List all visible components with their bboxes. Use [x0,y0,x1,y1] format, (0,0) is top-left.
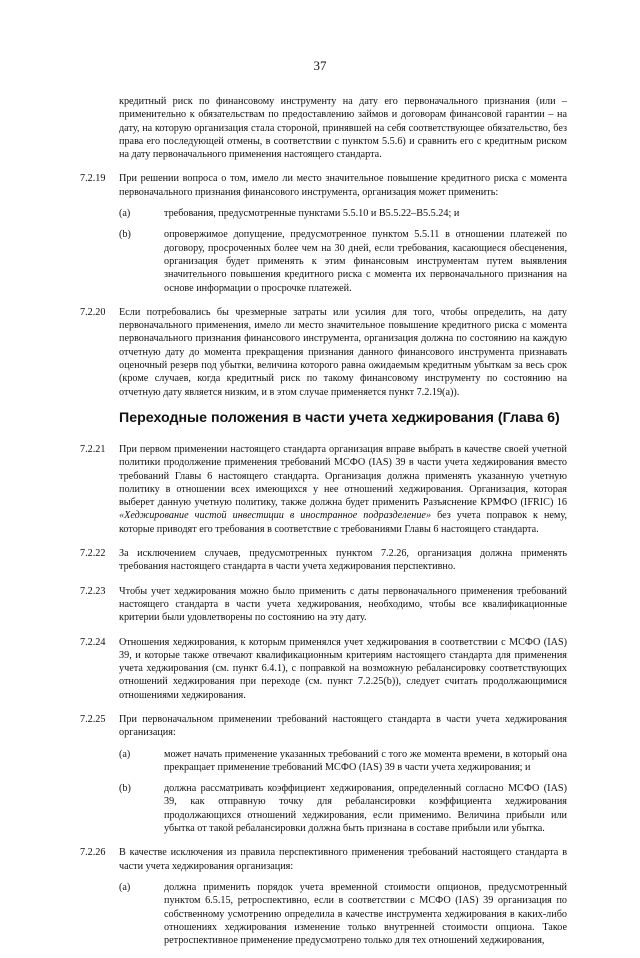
paragraph-7-2-25 [80,713,567,835]
list-item-label: (а) [119,208,131,220]
paragraph-7-2-21 [80,443,567,536]
intro-paragraph: кредитный риск по финансовому инструменту на дату его первоначального признания (или – применительно к обязательствам по предоставлению займов и договорам финансовой гарантии – на дату, на которую организация стала стороной, принявшей на себя соответствующее обязательство, без права его последующей отмены, в соответствии с пунктом 5.5.6) и сравнить его с кредитным риском на дату первоначального применения настоящего стандарта. [119,96,567,161]
paragraph-7-2-20 [80,306,567,399]
page-content [80,95,567,958]
list-item-label: (b) [119,229,131,241]
paragraph-7-2-26 [80,846,567,947]
paragraph-number: 7.2.25 [80,713,106,725]
list-item [119,782,567,835]
paragraph-7-2-19 [80,172,567,294]
list-item-label: (а) [119,748,131,760]
list-item [119,881,567,947]
paragraph-text [119,443,567,536]
list-item-text: должна применить порядок учета временной стоимости опционов, предусмотренный пунктом 6.5.15, ретроспективно, если в соответствии с МСФО (IAS) 39 организация по собственному усмотрению определила в качестве инструмента хеджирования в каких-либо отношениях хеджирования изменение только внутренней стоимости опциона. Такое ретроспективное применение предусмотрено только для тех отношений хеджирования, [164,881,567,947]
list-item [119,228,567,294]
paragraph-number: 7.2.20 [80,306,106,318]
list-item-text: может начать применение указанных требований с того же момента времени, в который она прекращает применение требований МСФО (IAS) 39 в части учета хеджирования; и [164,748,567,773]
paragraph-7-2-23 [80,585,567,625]
paragraph-number: 7.2.22 [80,548,106,560]
paragraph-text: За исключением случаев, предусмотренных пунктом 7.2.26, организация должна применять требования настоящего стандарта в части учета хеджирования перспективно. [119,548,567,573]
paragraph-number: 7.2.21 [80,443,106,455]
list-item-label: (b) [119,783,131,795]
paragraph-text: Если потребовались бы чрезмерные затраты или усилия для того, чтобы определить, на дату первоначального применения, имело ли место значительное повышение кредитного риска с момента первоначального признания финансового инструмента, организация должна по состоянию на каждую отчетную дату до момента прекращения признания данного финансового инструмента признавать оценочный резерв под убытки, величина которого равна ожидаемым кредитным убыткам за весь срок (кроме случаев, когда кредитный риск по такому финансовому инструменту по состоянию на отчетную дату является низким, и в этом случае применяется пункт 7.2.19(а)). [119,306,567,398]
paragraph-text: Отношения хеджирования, к которым применялся учет хеджирования в соответствии с МСФО (IAS) 39, и которые также отвечают квалификационным критериям настоящего стандарта для применения учета хеджирования (см. пункт 6.4.1), с поправкой на возможную ребалансировку соответствующих отношений хеджирования при переходе (см. пункт 7.2.25(b)), следует считать продолжающимися отношениями хеджирования. [119,636,567,701]
paragraph-number: 7.2.26 [80,847,106,859]
paragraph-number: 7.2.23 [80,585,106,597]
paragraph-number: 7.2.24 [80,636,106,648]
interpretation-title: «Хеджирование чистой инвестиции в иностранное подразделение» [119,510,432,522]
list-item [119,207,567,220]
paragraph-7-2-22 [80,547,567,574]
page-number: 37 [313,58,327,73]
paragraph-7-2-24 [80,636,567,702]
paragraph-text: При первоначальном применении требований настоящего стандарта в части учета хеджирования организация: [119,713,567,739]
paragraph-text-part: без учета поправок к нему, которые приводят его требования в соответствие с требованиями Главы 6 настоящего стандарта. [119,510,567,535]
section-heading: Переходные положения в части учета хеджирования (Глава 6) [119,409,560,426]
paragraph-text: Чтобы учет хеджирования можно было применить с даты первоначального применения требований настоящего стандарта в части учета хеджирования, необходимо, чтобы все квалификационные критерии были удовлетворены по состоянию на эту дату. [119,585,567,624]
list-item-text: опровержимое допущение, предусмотренное пунктом 5.5.11 в отношении платежей по договору, просроченных более чем на 30 дней, если требования, касающиеся обесценения, организация будет применять к этим финансовым инструментам путем выявления значительного повышения кредитного риска с момента их первоначального признания на основе информации о просрочке платежей. [164,229,567,294]
paragraph-text: При решении вопроса о том, имело ли место значительное повышение кредитного риска с момента первоначального признания финансового инструмента, организация может применить: [119,173,567,198]
list-item [119,748,567,775]
list-item-label: (а) [119,881,131,893]
list-item-text: должна рассматривать коэффициент хеджирования, определенный согласно МСФО (IAS) 39, как отправную точку для ребалансировки коэффициента хеджирования продолжающихся отношений хеджирования, если применимо. Величина прибыли или убытка от такой ребалансировки должна быть признана в составе прибыли или убытка. [164,783,567,835]
list-item-text: требования, предусмотренные пунктами 5.5.10 и B5.5.22–B5.5.24; и [164,208,460,220]
paragraph-number: 7.2.19 [80,173,106,185]
paragraph-text: В качестве исключения из правила перспективного применения требований настоящего стандарта в части учета хеджирования организация: [119,847,567,872]
paragraph-text-part: При первом применении настоящего стандарта организация вправе выбрать в качестве своей учетной политики продолжение применения требований МСФО (IAS) 39 в части учета хеджирования вместо требований Главы 6 настоящего стандарта. Организация должна применять указанную учетную политику в отношении всех имеющихся у нее отношений хеджирования. Организация, которая выберет данную учетную политику, также должна будет применить Разъяснение КРМФО (IFRIC) 16 [119,443,567,509]
